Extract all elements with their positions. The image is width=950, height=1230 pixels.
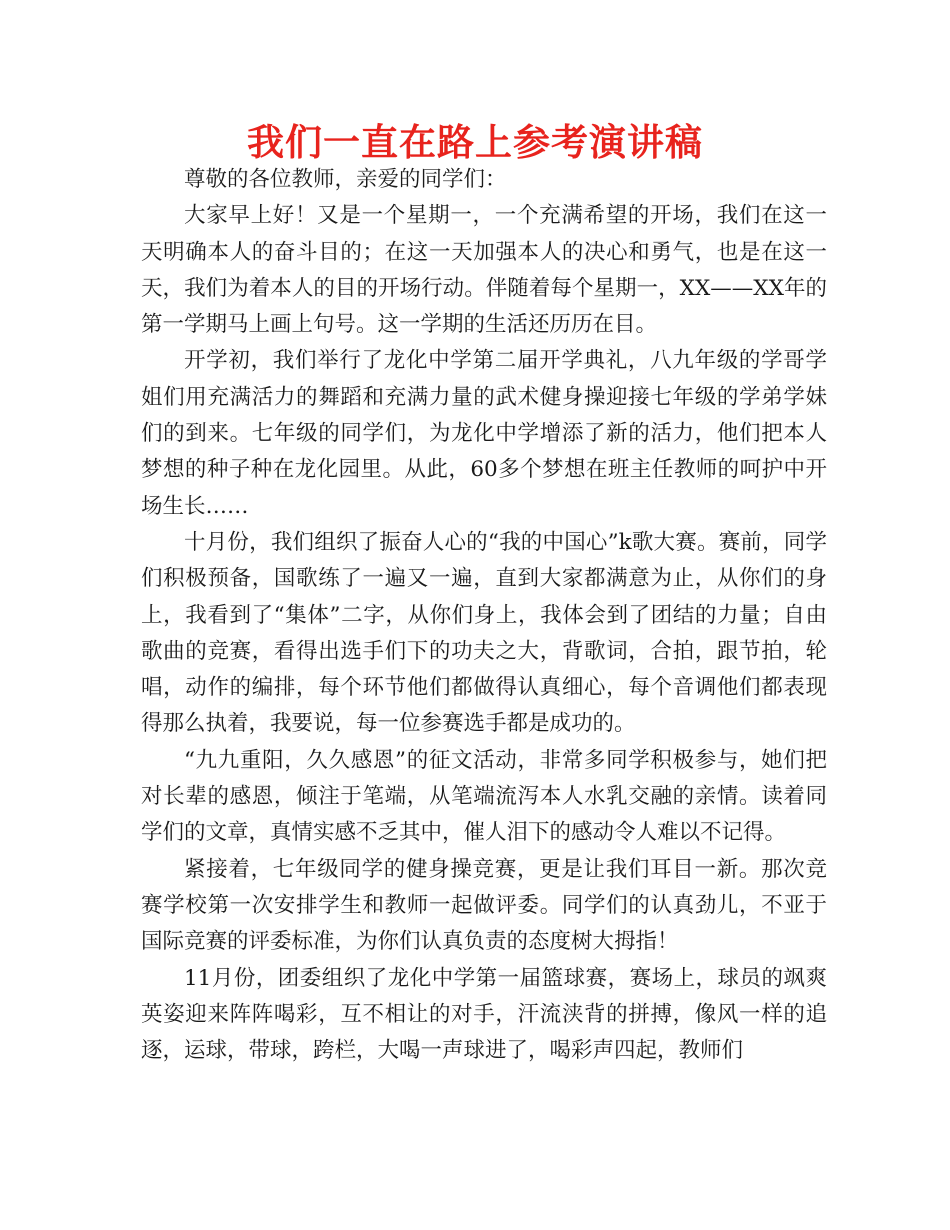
paragraph-5: 紧接着，七年级同学的健身操竞赛，更是让我们耳目一新。那次竞赛学校第一次安排学生和教师一起做评委。同学们的认真劲儿，不亚于国际竞赛的评委标准，为你们认真负责的态度树大拇指！ — [141, 856, 827, 955]
paragraph-1: 大家早上好！又是一个星期一，一个充满希望的开场，我们在这一天明确本人的奋斗目的；在这一天加强本人的决心和勇气，也是在这一天，我们为着本人的目的开场行动。伴随着每个星期一，XX——XX年的第一学期马上画上句号。这一学期的生活还历历在目。 — [141, 203, 827, 338]
document-title: 我们一直在路上参考演讲稿 — [247, 121, 703, 164]
document-body — [141, 162, 827, 1069]
paragraph-4: “九九重阳，久久感恩”的征文活动，非常多同学积极参与，她们把对长辈的感恩，倾注于笔端，从笔端流泻本人水乳交融的亲情。读着同学们的文章，真情实感不乏其中，催人泪下的感动令人难以不记得。 — [141, 747, 827, 846]
paragraph-3: 十月份，我们组织了振奋人心的“我的中国心”k歌大赛。赛前，同学们积极预备，国歌练了一遍又一遍，直到大家都满意为止，从你们的身上，我看到了“集体”二字，从你们身上，我体会到了团结的力量；自由歌曲的竞赛，看得出选手们下的功夫之大，背歌词，合拍，跟节拍，轮唱，动作的编排，每个环节他们都做得认真细心，每个音调他们都表现得那么执着，我要说，每一位参赛选手都是成功的。 — [141, 529, 827, 737]
salutation: 尊敬的各位教师，亲爱的同学们： — [184, 167, 507, 192]
paragraph-6: 11月份，团委组织了龙化中学第一届篮球赛，赛场上，球员的飒爽英姿迎来阵阵喝彩，互不相让的对手，汗流浃背的拼搏，像风一样的追逐，运球，带球，跨栏，大喝一声球进了，喝彩声四起，教师们 — [141, 965, 827, 1064]
paragraph-2: 开学初，我们举行了龙化中学第二届开学典礼，八九年级的学哥学姐们用充满活力的舞蹈和充满力量的武术健身操迎接七年级的学弟学妹们的到来。七年级的同学们，为龙化中学增添了新的活力，他们把本人梦想的种子种在龙化园里。从此，60多个梦想在班主任教师的呵护中开场生长…… — [141, 348, 827, 519]
